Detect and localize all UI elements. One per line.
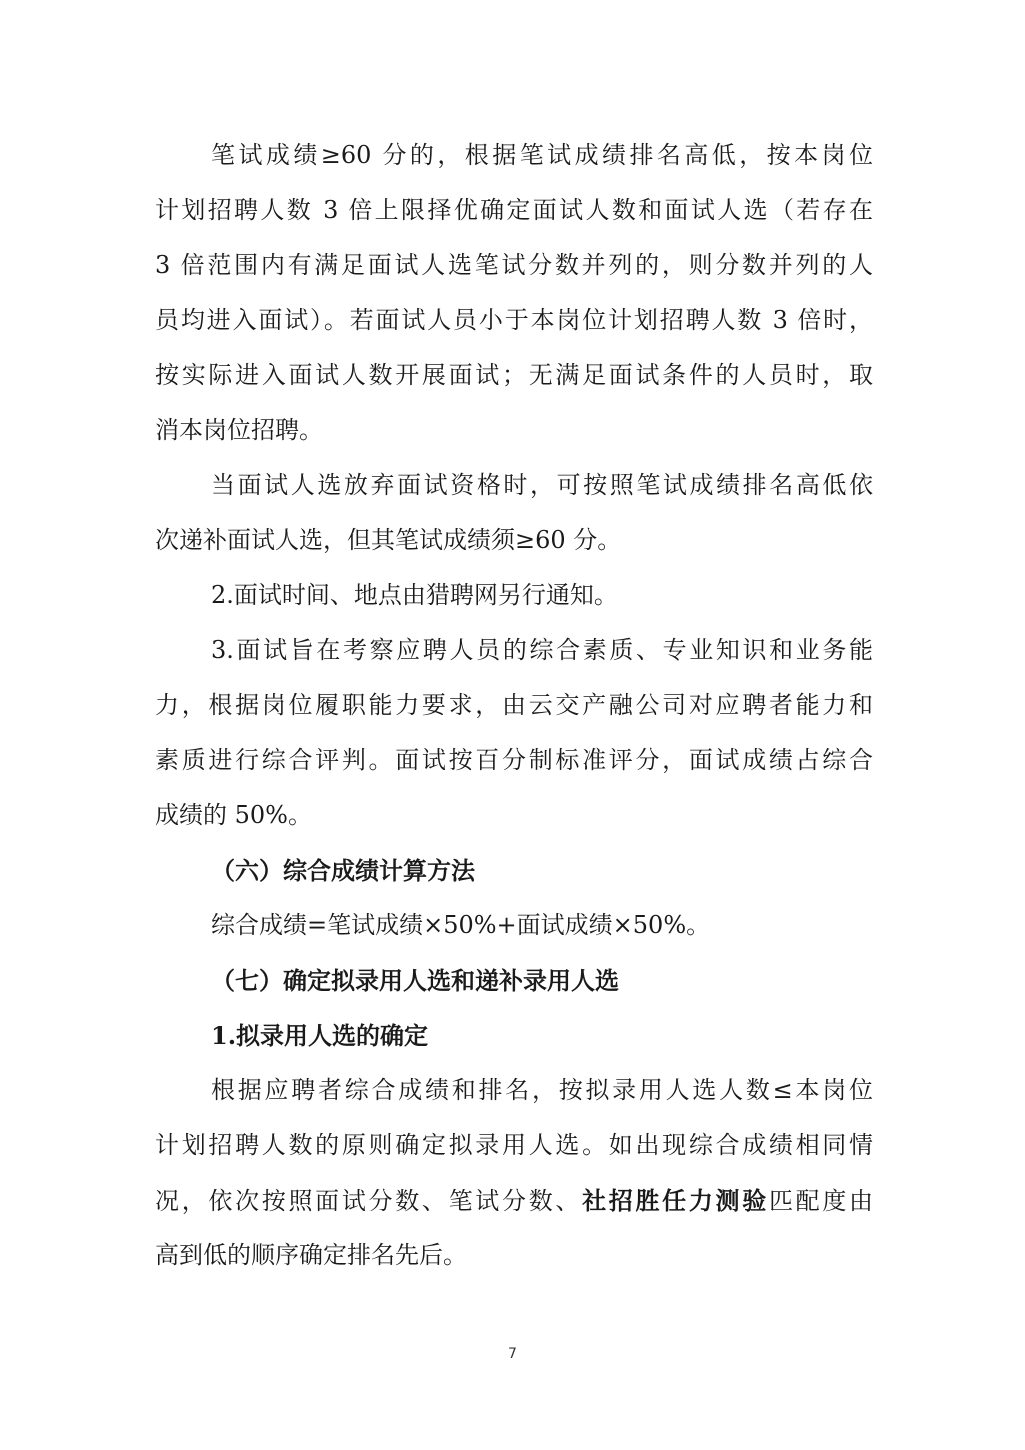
emphasis-text: 社招胜任力测验 (582, 1186, 769, 1215)
formula-line: 综合成绩=笔试成绩×50%+面试成绩×50%。 (211, 911, 711, 939)
paragraph-line: 笔试成绩≥60 分的，根据笔试成绩排名高低，按本岗位 (211, 141, 873, 169)
section-heading-6: （六）综合成绩计算方法 (211, 856, 475, 885)
paragraph-line: 素质进行综合评判。面试按百分制标准评分，面试成绩占综合 (155, 746, 873, 774)
paragraph-line: 消本岗位招聘。 (155, 416, 323, 444)
paragraph-text: 匹配度由 (768, 1187, 874, 1215)
paragraph-line: 3.面试旨在考察应聘人员的综合素质、专业知识和业务能 (211, 636, 873, 664)
document-body (155, 128, 873, 1283)
list-item-2: 2.面试时间、地点由猎聘网另行通知。 (211, 581, 618, 609)
paragraph-line: 按实际进入面试人数开展面试；无满足面试条件的人员时，取 (155, 361, 873, 389)
paragraph-line: 根据应聘者综合成绩和排名，按拟录用人选人数≤本岗位 (211, 1076, 873, 1104)
paragraph-line: 员均进入面试）。若面试人员小于本岗位计划招聘人数 3 倍时， (155, 306, 873, 334)
section-heading-7: （七）确定拟录用人选和递补录用人选 (211, 966, 619, 995)
paragraph-line: 高到低的顺序确定排名先后。 (155, 1241, 467, 1269)
paragraph-text: 况，依次按照面试分数、笔试分数、 (155, 1187, 583, 1215)
paragraph-line: 力，根据岗位履职能力要求，由云交产融公司对应聘者能力和 (155, 691, 873, 719)
paragraph-line (155, 1173, 873, 1228)
page-number: 7 (508, 1346, 517, 1362)
paragraph-line: 当面试人选放弃面试资格时，可按照笔试成绩排名高低依 (211, 471, 873, 499)
paragraph-line: 3 倍范围内有满足面试人选笔试分数并列的，则分数并列的人 (155, 251, 873, 279)
paragraph-line: 计划招聘人数 3 倍上限择优确定面试人数和面试人选（若存在 (155, 196, 873, 224)
paragraph-line: 成绩的 50%。 (155, 801, 312, 829)
paragraph-line: 计划招聘人数的原则确定拟录用人选。如出现综合成绩相同情 (155, 1131, 873, 1159)
subheading-1: 1.拟录用人选的确定 (211, 1021, 429, 1050)
paragraph-line: 次递补面试人选，但其笔试成绩须≥60 分。 (155, 526, 622, 554)
